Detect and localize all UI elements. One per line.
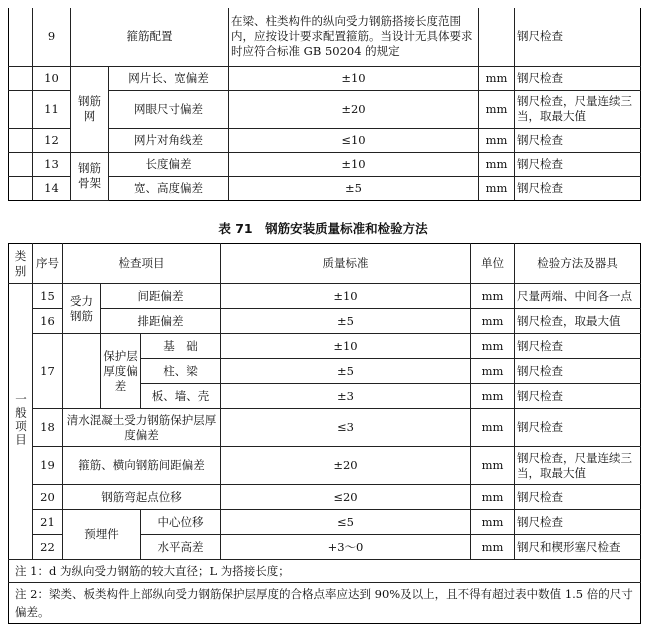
group-embedded-parts: 预埋件 — [63, 510, 141, 560]
row-method: 钢尺检查 — [515, 359, 641, 384]
row-method: 钢尺和楔形塞尺检查 — [515, 535, 641, 560]
row-standard: ≤20 — [221, 485, 471, 510]
row-unit: mm — [471, 485, 515, 510]
row-no: 11 — [33, 90, 71, 128]
row-standard: ±5 — [221, 309, 471, 334]
row-unit: mm — [471, 334, 515, 359]
table-row — [9, 334, 641, 359]
header-item: 检查项目 — [63, 244, 221, 284]
row-standard: ≤5 — [221, 510, 471, 535]
category-label — [9, 284, 33, 560]
category-text: 一般项目 — [14, 392, 28, 447]
row-unit: mm — [479, 90, 515, 128]
header-unit: 单位 — [471, 244, 515, 284]
note-row — [9, 583, 641, 624]
row-no: 10 — [33, 66, 71, 90]
row-item: 板、墙、壳 — [141, 384, 221, 409]
row-unit: mm — [471, 384, 515, 409]
row-standard: ≤3 — [221, 409, 471, 447]
row-method: 钢尺检查，尺量连续三当，取最大值 — [515, 447, 641, 485]
row-unit: mm — [479, 176, 515, 200]
row-method: 钢尺检查 — [515, 152, 641, 176]
row-standard: ±10 — [221, 334, 471, 359]
group-label: 钢筋骨架 — [71, 152, 109, 200]
table-row — [9, 510, 641, 535]
row-item: 网片对角线差 — [109, 128, 229, 152]
table-70-continuation — [8, 8, 641, 201]
row-no: 13 — [33, 152, 71, 176]
header-seq: 序号 — [33, 244, 63, 284]
row-unit: mm — [471, 447, 515, 485]
header-row — [9, 244, 641, 284]
row-method: 钢尺检查 — [515, 176, 641, 200]
row-standard: ±5 — [221, 359, 471, 384]
row-item: 清水混凝土受力钢筋保护层厚度偏差 — [63, 409, 221, 447]
row-no: 20 — [33, 485, 63, 510]
row-unit: mm — [471, 309, 515, 334]
table-row — [9, 409, 641, 447]
table-row — [9, 66, 641, 90]
table-row — [9, 485, 641, 510]
row-standard: ±5 — [229, 176, 479, 200]
row-method: 钢尺检查，尺量连续三当，取最大值 — [515, 90, 641, 128]
row-unit: mm — [471, 510, 515, 535]
row-no: 21 — [33, 510, 63, 535]
row-item: 网片长、宽偏差 — [109, 66, 229, 90]
table-caption: 表 71 钢筋安装质量标准和检验方法 — [218, 221, 428, 236]
table-71 — [8, 243, 641, 624]
row-no: 16 — [33, 309, 63, 334]
row-item: 钢筋弯起点位移 — [63, 485, 221, 510]
row-no: 15 — [33, 284, 63, 309]
row-standard: +3～0 — [221, 535, 471, 560]
row-method: 钢尺检查 — [515, 485, 641, 510]
row-standard: ±3 — [221, 384, 471, 409]
row-unit — [479, 8, 515, 66]
row-unit: mm — [471, 359, 515, 384]
row-standard: ±20 — [221, 447, 471, 485]
row-method: 尺量两端、中间各一点 — [515, 284, 641, 309]
table-row — [9, 447, 641, 485]
row-unit: mm — [471, 535, 515, 560]
group-stressed-steel: 受力钢筋 — [63, 284, 101, 334]
row-item: 间距偏差 — [101, 284, 221, 309]
row-no: 12 — [33, 128, 71, 152]
row-method: 钢尺检查，取最大值 — [515, 309, 641, 334]
row-method: 钢尺检查 — [515, 510, 641, 535]
note-1: 注 1：d 为纵向受力钢筋的较大直径；L 为搭接长度； — [9, 560, 641, 583]
row-unit: mm — [479, 152, 515, 176]
row-method: 钢尺检查 — [515, 8, 641, 66]
row-item: 基 础 — [141, 334, 221, 359]
row-unit: mm — [471, 409, 515, 447]
row-standard: 在梁、柱类构件的纵向受力钢筋搭接长度范围内，应按设计要求配置箍筋。当设计无具体要求时应符合标准 GB 50204 的规定 — [229, 8, 479, 66]
header-category: 类别 — [9, 244, 33, 284]
row-no: 14 — [33, 176, 71, 200]
row-standard: ±20 — [229, 90, 479, 128]
table-row — [9, 309, 641, 334]
row-method: 钢尺检查 — [515, 384, 641, 409]
row-unit: mm — [479, 128, 515, 152]
row-method: 钢尺检查 — [515, 66, 641, 90]
note-2: 注 2：梁类、板类构件上部纵向受力钢筋保护层厚度的合格点率应达到 90%及以上，且不得有超过表中数值 1.5 倍的尺寸偏差。 — [9, 583, 641, 624]
row-item: 中心位移 — [141, 510, 221, 535]
note-row — [9, 560, 641, 583]
table-row — [9, 8, 641, 66]
row-method: 钢尺检查 — [515, 334, 641, 359]
row-no: 9 — [33, 8, 71, 66]
row-standard: ±10 — [229, 152, 479, 176]
row-method: 钢尺检查 — [515, 409, 641, 447]
row-unit: mm — [479, 66, 515, 90]
table-row — [9, 152, 641, 176]
row-item: 柱、梁 — [141, 359, 221, 384]
header-method: 检验方法及器具 — [515, 244, 641, 284]
row-item: 网眼尺寸偏差 — [109, 90, 229, 128]
row-item: 水平高差 — [141, 535, 221, 560]
row-unit: mm — [471, 284, 515, 309]
row-no: 22 — [33, 535, 63, 560]
header-standard: 质量标准 — [221, 244, 471, 284]
row-standard: ±10 — [229, 66, 479, 90]
row-item: 宽、高度偏差 — [109, 176, 229, 200]
row-standard: ≤10 — [229, 128, 479, 152]
row-item: 箍筋、横向钢筋间距偏差 — [63, 447, 221, 485]
row-item: 长度偏差 — [109, 152, 229, 176]
group-cover-thickness: 保护层厚度偏差 — [101, 334, 141, 409]
row-method: 钢尺检查 — [515, 128, 641, 152]
row-item: 箍筋配置 — [71, 8, 229, 66]
row-item: 排距偏差 — [101, 309, 221, 334]
group-label: 钢筋网 — [71, 66, 109, 152]
row-standard: ±10 — [221, 284, 471, 309]
row-no: 18 — [33, 409, 63, 447]
row-no: 17 — [33, 334, 63, 409]
table-row — [9, 284, 641, 309]
row-no: 19 — [33, 447, 63, 485]
